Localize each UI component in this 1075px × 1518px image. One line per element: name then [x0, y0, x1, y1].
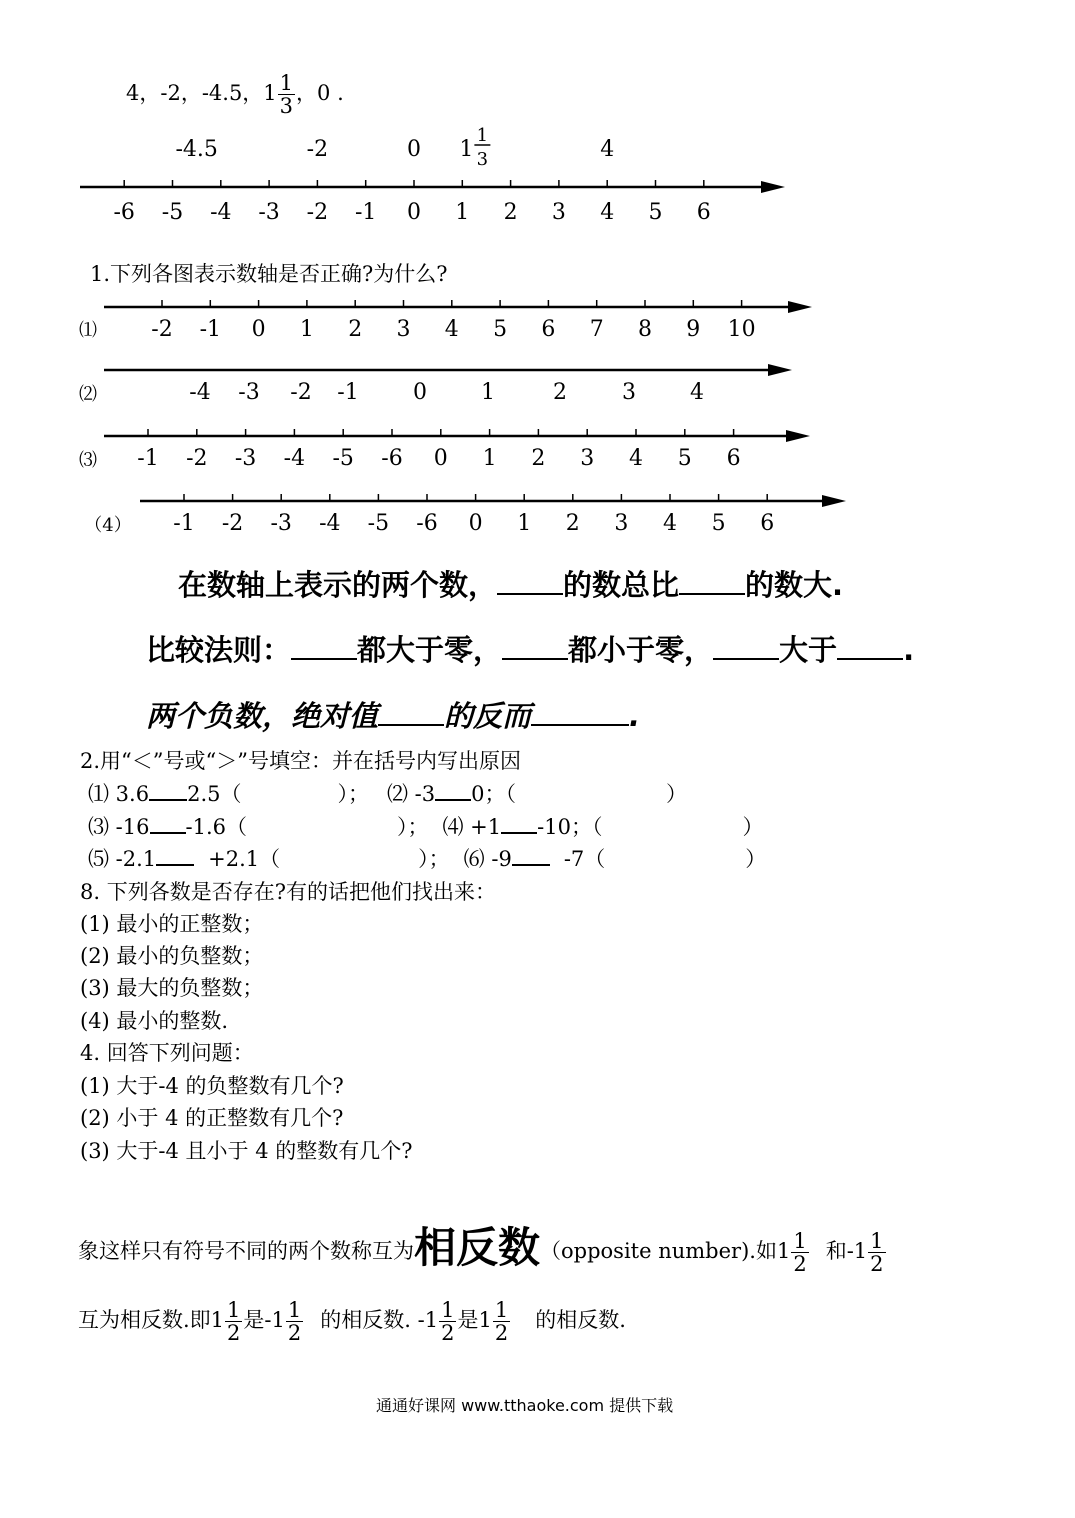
opposite-l2-c: 的相反数. -1: [320, 1308, 439, 1333]
tick-label: -6: [381, 446, 403, 471]
point-label: 1: [459, 137, 474, 162]
q2-r3-e: -7（: [563, 847, 606, 871]
frac-num: 1: [494, 1298, 509, 1322]
opposite-l2-a: 互为相反数.即1: [78, 1308, 225, 1333]
fraction: [439, 1299, 456, 1344]
rule-line-3: [146, 694, 640, 735]
q1-axis-1-arrowhead: [788, 301, 812, 313]
opposite-and: 和-1: [825, 1239, 868, 1263]
tick-label: -4: [210, 200, 232, 225]
rule2-text-b: 都大于零，: [357, 633, 503, 667]
tick-label: -3: [238, 380, 260, 405]
tick-label: 7: [589, 317, 604, 342]
q2-r2-d: ⑷ +1: [442, 815, 502, 839]
example-axis-arrowhead: [761, 181, 785, 193]
frac-num: 1: [870, 1228, 884, 1253]
tick-label: 2: [565, 511, 580, 536]
point-label: -4.5: [175, 137, 218, 162]
tick-label: 6: [696, 200, 711, 225]
q1-marker: （4）: [84, 515, 132, 536]
point-label: 4: [600, 137, 615, 162]
q2-r1-b: 2.5（: [187, 782, 242, 806]
tick-label: 0: [251, 317, 266, 342]
tick-label: -2: [290, 380, 312, 405]
frac-num: 1: [793, 1228, 807, 1253]
frac-num: 1: [441, 1298, 455, 1322]
tick-label: 1: [517, 511, 532, 536]
q1-axis-2-arrowhead: [768, 364, 792, 376]
q8-item: (1) 最小的正整数；: [80, 912, 264, 936]
q8-item: (3) 最大的负整数；: [80, 976, 264, 1000]
tick-label: -2: [186, 446, 208, 471]
point-label: -2: [306, 137, 329, 162]
intro-fraction: [278, 72, 295, 117]
tick-label: -5: [367, 511, 390, 536]
tick-label: -5: [161, 200, 184, 225]
tick-label: -1: [354, 200, 377, 225]
opposite-l2-d: 是1: [457, 1308, 492, 1333]
tick-label: 2: [503, 200, 518, 225]
q2-r1-blank-2[interactable]: [435, 778, 471, 801]
q2-r1-c: ）；: [337, 782, 369, 806]
intro-list-prefix: 4，-2，-4.5，1: [126, 81, 277, 106]
rule2-blank-2[interactable]: [502, 629, 568, 660]
q2-r3-blank-1[interactable]: [156, 843, 194, 866]
tick-label: -4: [283, 446, 306, 471]
fraction: [868, 1230, 885, 1275]
fraction: [225, 1299, 242, 1344]
tick-label: 5: [677, 446, 692, 471]
tick-label: -2: [151, 317, 173, 342]
frac-den: 2: [287, 1321, 302, 1346]
q1-marker: ⑴: [79, 320, 97, 341]
q2-r1-blank-1[interactable]: [149, 778, 187, 801]
q2-r2-blank-2[interactable]: [501, 811, 537, 834]
q4-item: (1) 大于-4 的负整数有几个?: [80, 1074, 344, 1098]
rule3-text-a: 两个负数，绝对值: [146, 699, 379, 733]
q4-item: (3) 大于-4 且小于 4 的整数有几个?: [80, 1139, 413, 1163]
rule2-blank-1[interactable]: [291, 629, 357, 660]
tick-label: 4: [663, 511, 677, 536]
tick-label: 0: [433, 446, 448, 471]
tick-label: -1: [337, 380, 359, 405]
tick-label: 3: [396, 317, 411, 342]
q1-title: 1.下列各图表示数轴是否正确?为什么?: [90, 262, 448, 286]
tick-label: 9: [686, 317, 701, 342]
q2-title: 2.用“＜”号或“＞”号填空：并在括号内写出原因: [80, 749, 521, 773]
tick-label: -5: [332, 446, 354, 471]
rule2-text-e: .: [903, 633, 915, 667]
q2-r3-f: ）: [745, 847, 767, 871]
tick-label: 2: [531, 446, 546, 471]
q2-row-2: [88, 811, 763, 841]
frac-den: 2: [441, 1321, 455, 1346]
rule1-text-b: 的数总比: [563, 568, 680, 602]
tick-label: -2: [221, 511, 244, 536]
tick-label: -3: [258, 200, 280, 225]
q1-axis-3-arrowhead: [786, 430, 810, 442]
tick-label: 6: [760, 511, 775, 536]
tick-label: 4: [600, 200, 615, 225]
rule2-text-c: 都小于零，: [568, 633, 714, 667]
tick-label: -1: [137, 446, 159, 471]
tick-label: 6: [726, 446, 741, 471]
rule-line-2: [146, 628, 914, 669]
frac-num: 1: [287, 1298, 302, 1322]
intro-frac-num: 1: [279, 71, 294, 95]
tick-label: 1: [482, 446, 497, 471]
opposite-lead: 象这样只有符号不同的两个数称互为: [78, 1239, 414, 1263]
tick-label: 5: [648, 200, 663, 225]
tick-label: 4: [690, 380, 704, 405]
tick-label: 4: [629, 446, 643, 471]
q2-r2-f: ）: [742, 815, 764, 839]
intro-line: [126, 72, 344, 117]
intro-list-suffix: ，0 .: [296, 81, 344, 106]
tick-label: 5: [711, 511, 726, 536]
tick-label: -6: [113, 200, 135, 225]
q2-row-3: [88, 843, 766, 873]
example-number-line: [0, 120, 1075, 230]
fraction: [791, 1230, 808, 1275]
tick-label: -1: [199, 317, 222, 342]
tick-label: 0: [468, 511, 483, 536]
q1-number-lines: [0, 290, 1075, 550]
tick-label: 0: [407, 200, 421, 225]
footer: 通通好课网 www.tthaoke.com 提供下载: [376, 1396, 674, 1415]
opposite-english: （opposite number).如1: [540, 1239, 791, 1263]
rule1-blank-1[interactable]: [497, 564, 563, 595]
q4-title: 4. 回答下列问题：: [80, 1041, 254, 1065]
q2-r1-e: 0；（: [471, 782, 516, 806]
opposite-l2-b: 是-1: [243, 1308, 285, 1333]
frac-den: 2: [870, 1252, 884, 1276]
q2-r1-f: ）: [666, 782, 687, 806]
tick-label: -1: [173, 511, 195, 536]
rule3-blank-2[interactable]: [531, 695, 629, 726]
tick-label: 2: [348, 317, 363, 342]
tick-label: -3: [234, 446, 257, 471]
tick-label: 1: [299, 317, 314, 342]
q2-r3-a: ⑸ -2.1: [88, 847, 157, 871]
rule2-text-a: 比较法则：: [146, 633, 292, 667]
q2-r3-blank-2[interactable]: [512, 843, 550, 866]
tick-label: 3: [580, 446, 595, 471]
tick-label: -4: [189, 380, 211, 405]
opposite-term: 相反数: [414, 1223, 541, 1272]
rule1-text-c: 的数大.: [745, 568, 844, 602]
point-label: 0: [407, 137, 421, 162]
tick-label: 1: [481, 380, 495, 405]
q2-r1-a: ⑴ 3.6: [88, 782, 150, 806]
q1-marker: ⑵: [79, 384, 97, 405]
tick-label: 5: [493, 317, 508, 342]
tick-label: 3: [622, 380, 636, 405]
q2-r3-b: +2.1（: [208, 847, 281, 871]
rule3-text-b: 的反而: [444, 699, 532, 733]
q2-r2-c: ）；: [397, 815, 429, 839]
rule-line-1: [178, 563, 843, 604]
tick-label: -4: [319, 511, 341, 536]
opposite-line-1: [78, 1215, 887, 1275]
q8-title: 8. 下列各数是否存在?有的话把他们找出来：: [80, 880, 496, 904]
q2-r2-blank-1[interactable]: [150, 811, 186, 834]
rule1-text-a: 在数轴上表示的两个数，: [178, 568, 498, 602]
q2-r3-c: ）；: [418, 847, 450, 871]
rule3-text-c: .: [629, 699, 641, 733]
q4-item: (2) 小于 4 的正整数有几个?: [80, 1106, 344, 1130]
fraction: [286, 1299, 303, 1344]
tick-label: -2: [306, 200, 329, 225]
fraction: [493, 1299, 510, 1344]
frac-num: 1: [227, 1298, 241, 1322]
q2-r1-d: ⑵ -3: [386, 782, 436, 806]
q8-item: (4) 最小的整数.: [80, 1009, 229, 1033]
tick-label: 3: [551, 200, 566, 225]
tick-label: 10: [727, 317, 756, 342]
tick-label: 8: [638, 317, 652, 342]
point-frac-num: 1: [476, 125, 489, 146]
frac-den: 2: [793, 1252, 807, 1276]
q2-r3-d: ⑹ -9: [463, 847, 512, 871]
tick-label: 6: [541, 317, 556, 342]
frac-den: 2: [227, 1321, 241, 1346]
q2-r2-b: -1.6（: [185, 815, 247, 839]
q2-r2-e: -10；（: [537, 815, 603, 839]
rule2-blank-3[interactable]: [713, 629, 779, 660]
rule2-text-d: 大于: [779, 633, 838, 667]
opposite-l2-e: 的相反数.: [535, 1308, 626, 1333]
tick-label: 4: [444, 317, 459, 342]
q1-axis-4-arrowhead: [822, 495, 846, 507]
q1-marker: ⑶: [79, 450, 97, 471]
q2-row-1: [88, 778, 687, 808]
tick-label: 3: [614, 511, 629, 536]
tick-label: 2: [553, 380, 567, 405]
rule1-blank-2[interactable]: [679, 564, 745, 595]
tick-label: -6: [416, 511, 438, 536]
point-frac-den: 3: [476, 149, 489, 170]
q2-r2-a: ⑶ -16: [88, 815, 150, 839]
intro-frac-den: 3: [279, 94, 294, 119]
tick-label: 1: [455, 200, 470, 225]
rule3-blank-1[interactable]: [378, 695, 444, 726]
tick-label: -3: [270, 511, 292, 536]
opposite-line-2: [78, 1299, 626, 1344]
frac-den: 2: [494, 1321, 509, 1346]
tick-label: 0: [413, 380, 427, 405]
rule2-blank-4[interactable]: [837, 629, 903, 660]
q8-item: (2) 最小的负整数；: [80, 944, 264, 968]
